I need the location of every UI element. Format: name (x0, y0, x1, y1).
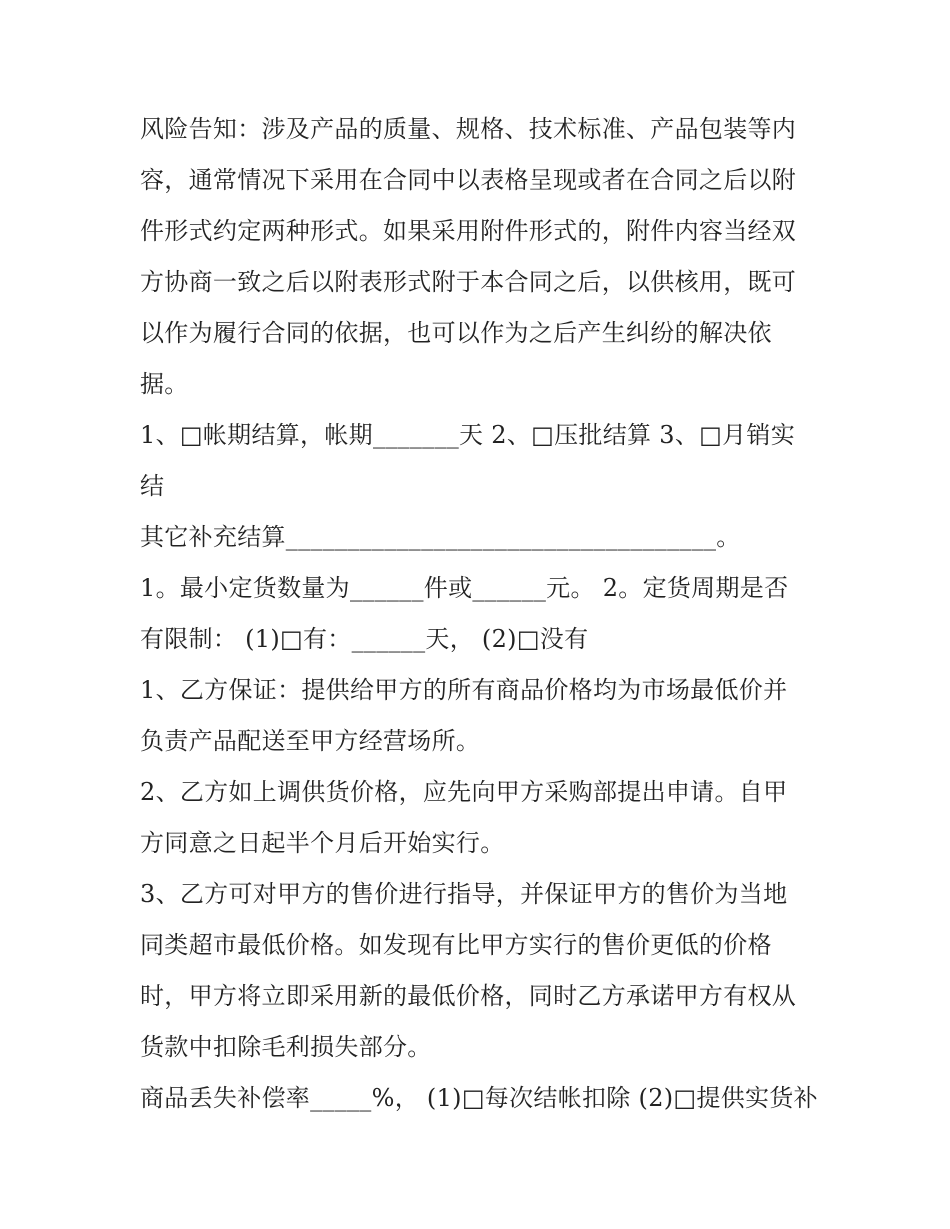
order-quantity-line-1: 1。最小定货数量为______件或______元。 2。定货周期是否 (140, 574, 789, 602)
price-guarantee-line-1: 1、乙方保证：提供给甲方的所有商品价格均为市场最低价并 (140, 676, 788, 704)
price-guidance-line-4: 货款中扣除毛利损失部分。 (140, 1033, 432, 1061)
risk-notice-line-1: 风险告知：涉及产品的质量、规格、技术标准、产品包装等内 (140, 115, 797, 143)
risk-notice-line-6: 据。 (140, 370, 189, 398)
price-guidance-line-2: 同类超市最低价格。如发现有比甲方实行的售价更低的价格 (140, 931, 772, 959)
risk-notice-line-5: 以作为履行合同的依据，也可以作为之后产生纠纷的解决依 (140, 319, 772, 347)
order-quantity-line-2: 有限制： (1)□有：______天， (2)□没有 (140, 625, 589, 653)
contract-text-block (140, 104, 820, 1124)
risk-notice-line-4: 方协商一致之后以附表形式附于本合同之后，以供核用，既可 (140, 268, 797, 296)
settlement-options-line-1: 1、□帐期结算，帐期_______天 2、□压批结算 3、□月销实 (140, 421, 795, 449)
price-guarantee-line-2: 负责产品配送至甲方经营场所。 (140, 727, 481, 755)
settlement-options-line-2: 结 (140, 472, 165, 500)
loss-compensation-line: 商品丢失补偿率_____%， (1)□每次结帐扣除 (2)□提供实货补 (140, 1084, 818, 1112)
other-settlement-line: 其它补充结算___________________________________。 (140, 523, 741, 551)
price-guidance-line-1: 3、乙方可对甲方的售价进行指导，并保证甲方的售价为当地 (140, 880, 788, 908)
price-guidance-line-3: 时，甲方将立即采用新的最低价格，同时乙方承诺甲方有权从 (140, 982, 797, 1010)
risk-notice-line-3: 件形式约定两种形式。如果采用附件形式的，附件内容当经双 (140, 217, 797, 245)
price-adjust-line-1: 2、乙方如上调供货价格，应先向甲方采购部提出申请。自甲 (140, 778, 788, 806)
risk-notice-line-2: 容，通常情况下采用在合同中以表格呈现或者在合同之后以附 (140, 166, 797, 194)
price-adjust-line-2: 方同意之日起半个月后开始实行。 (140, 829, 505, 857)
